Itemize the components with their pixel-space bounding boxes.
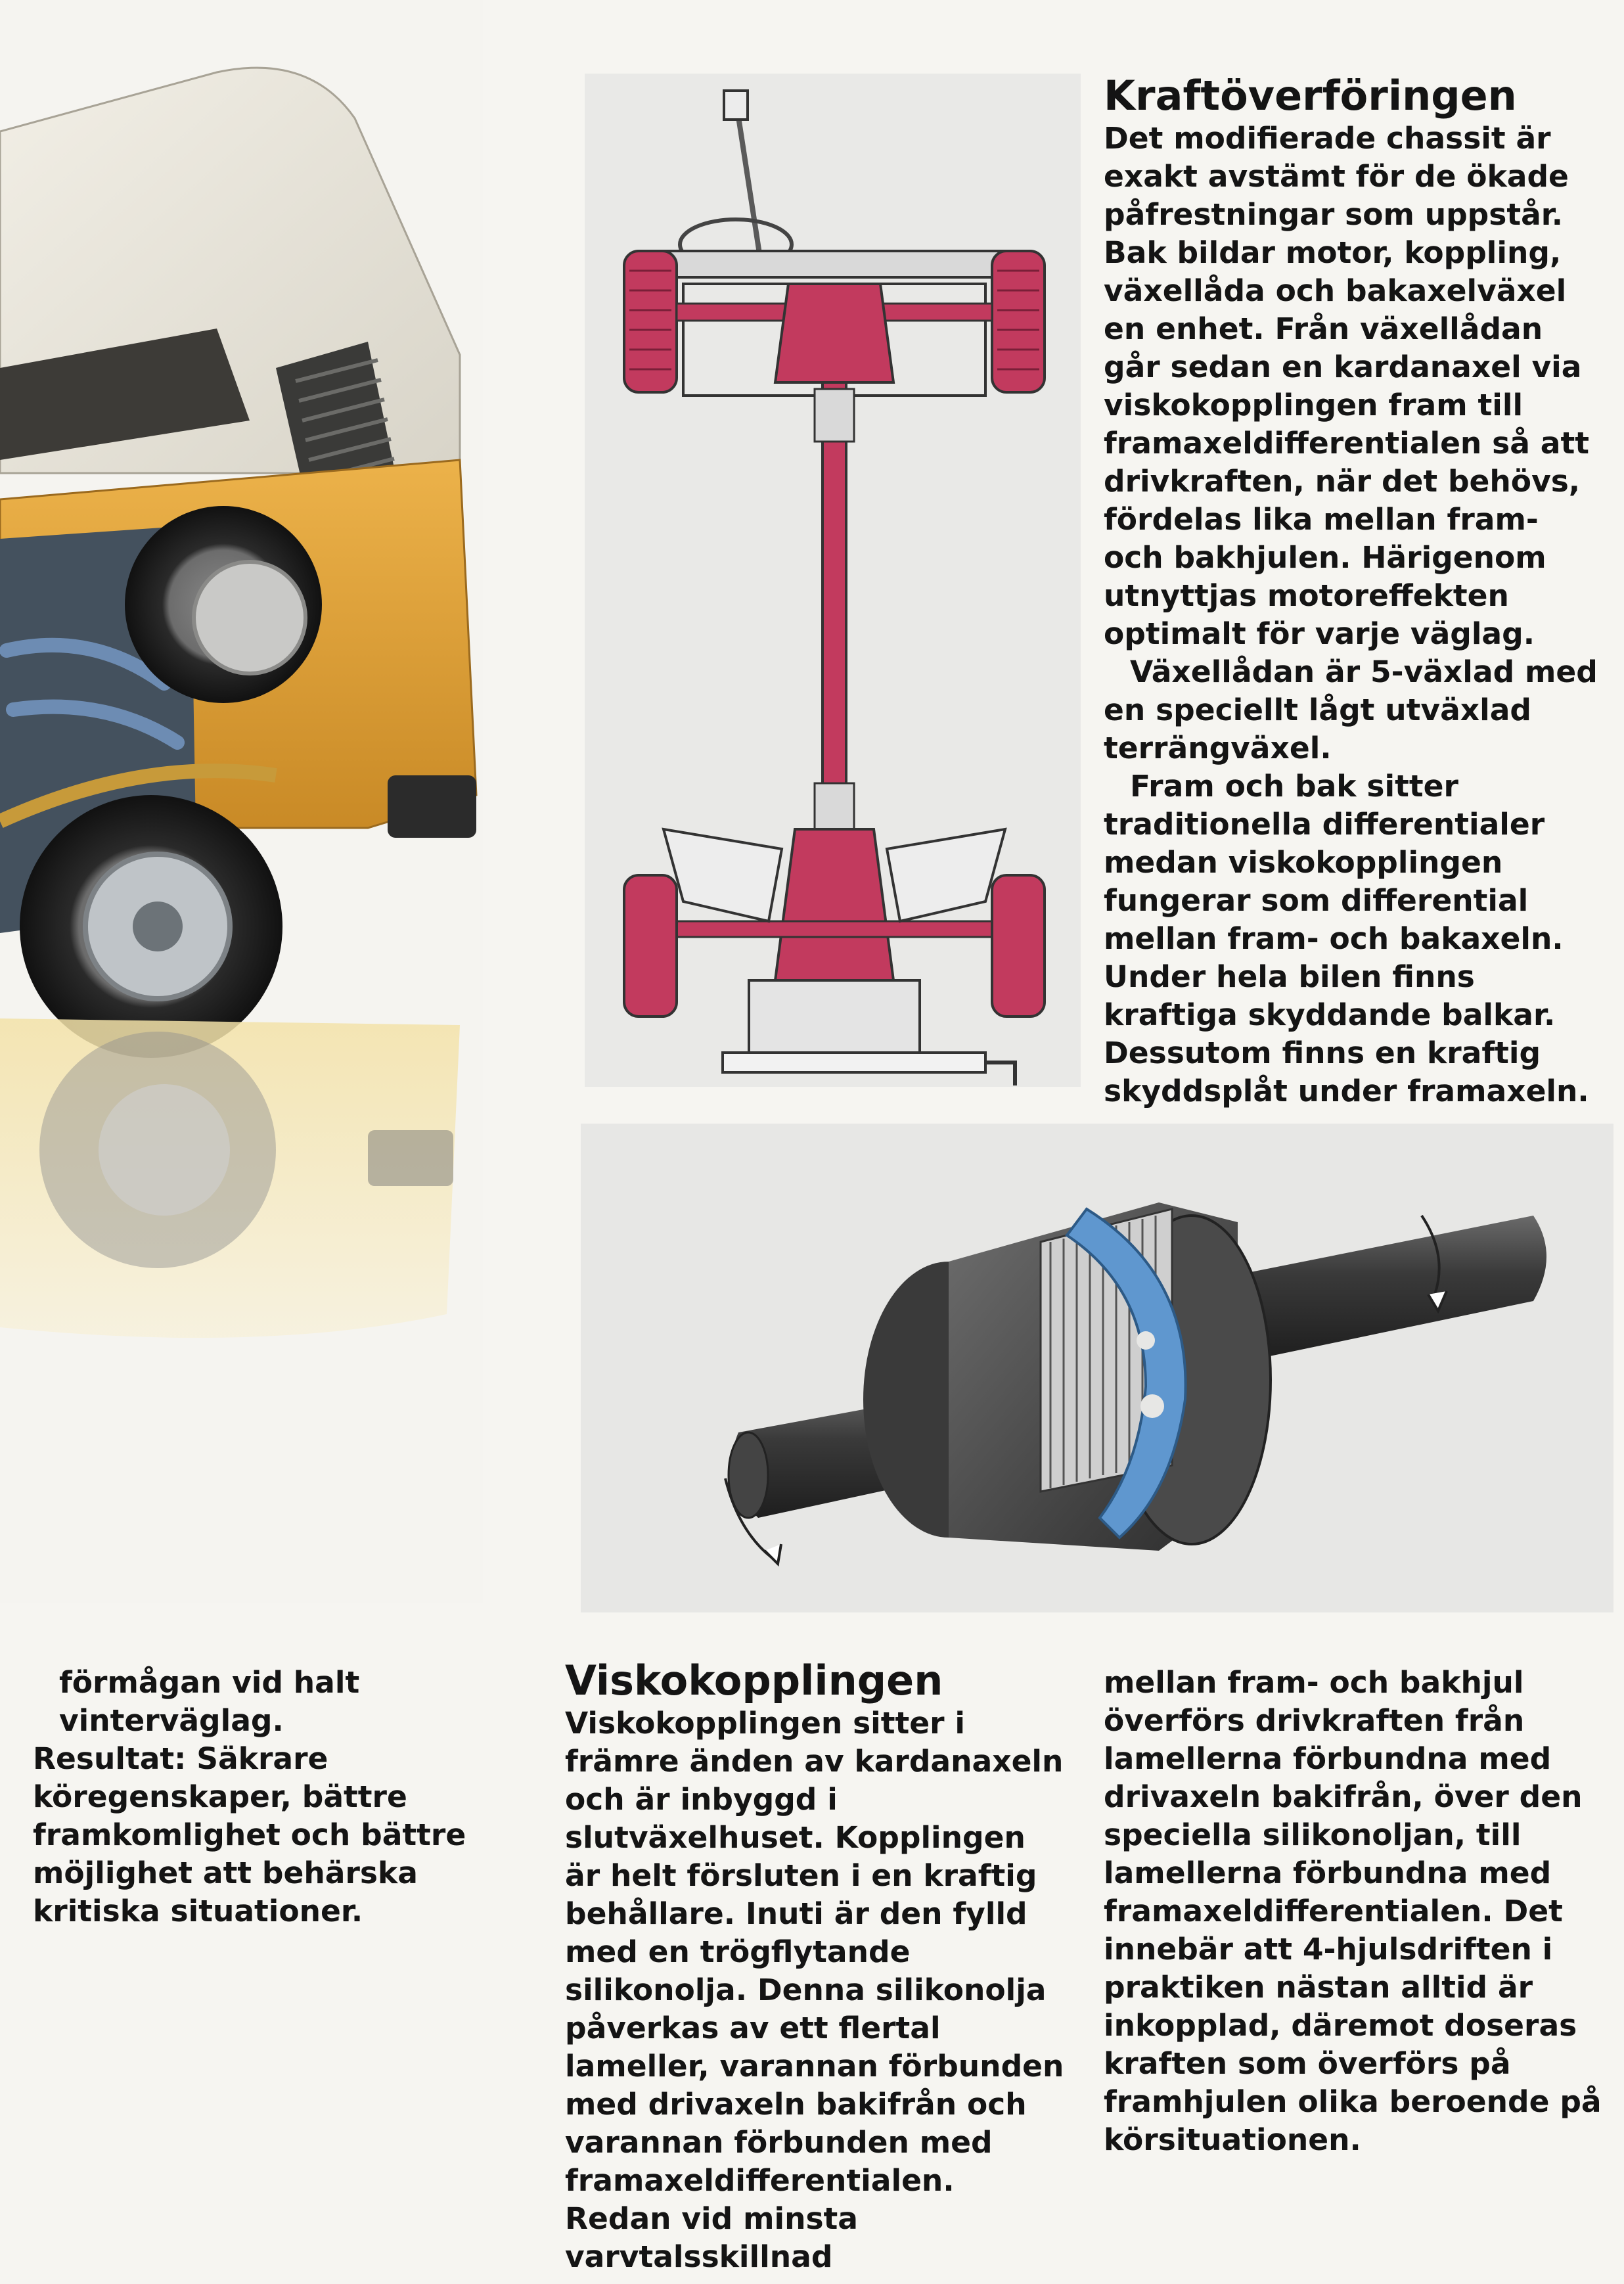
kraftoverforingen-paragraph-2: Växellådan är 5-växlad med en speciellt lågt utväxlad terrängväxel. <box>1104 654 1598 765</box>
chassis-illustration-art <box>585 74 1081 1087</box>
kraftoverforingen-paragraph-3: Fram och bak sitter traditionella differentialer medan viskokopplingen fungerar som differential mellan fram- och bakaxeln. Under hela bilen finns kraftiga skyddande balkar. Dessutom finns en kraftig skyddsplåt under framaxeln. <box>1104 769 1589 1108</box>
kraftoverforingen-paragraph-1: Det modifierade chassit är exakt avstämt för de ökade påfrestningar som uppstår. Bak bildar motor, koppling, växellåda och bakaxelväxel en enhet. Från växellådan går sedan en kardanaxel via viskokopplingen fram till framaxeldifferentialen så att drivkraften, när det behövs, fördelas lika mellan fram- och bakhjulen. Härigenom utnyttjas motoreffekten optimalt för varje väglag. <box>1104 121 1589 651</box>
viskokopplingen-heading: Viskokopplingen <box>565 1656 943 1704</box>
carryover-line: förmågan vid halt vinterväglag. <box>59 1665 360 1738</box>
kraftoverforingen-heading: Kraftöverföringen <box>1104 72 1517 120</box>
coupling-illustration-art <box>581 1124 1613 1612</box>
van-cutaway-illustration <box>0 0 483 1603</box>
van-illustration-art <box>0 0 483 1603</box>
viskokopplingen-body: Viskokopplingen sitter i främre änden av kardanaxeln och är inbyggd i slutväxelhuset. Kopplingen är helt försluten i en kraftig behållare. Inuti är den fylld med en trögflytande silikonolja. Denna silikonolja påverkas av ett flertal lameller, varannan förbunden med drivaxeln bakifrån och varannan förbunden med framaxeldifferentialen. Redan vid minsta varvtalsskillnad <box>565 1706 1064 2274</box>
carryover-paragraph: Resultat: Säkrare köregenskaper, bättre framkomlighet och bättre möjlighet att behärska kritiska situationer. <box>33 1741 466 1929</box>
continuation-section <box>1104 1664 1610 2159</box>
viskokopplingen-section <box>565 1657 1064 2276</box>
carryover-section <box>33 1664 506 1930</box>
viscous-coupling-illustration <box>581 1124 1613 1612</box>
continuation-body: mellan fram- och bakhjul överförs drivkraften från lamellerna förbundna med drivaxeln bakifrån, över den speciella silikonoljan, till lamellerna förbundna med framaxeldifferentialen. Det innebär att 4-hjulsdriften i praktiken nästan alltid är inkopplad, däremot doseras kraften som överförs på framhjulen olika beroende på körsituationen. <box>1104 1665 1602 2157</box>
chassis-drivetrain-illustration <box>585 74 1081 1087</box>
kraftoverforingen-section <box>1104 72 1603 1110</box>
